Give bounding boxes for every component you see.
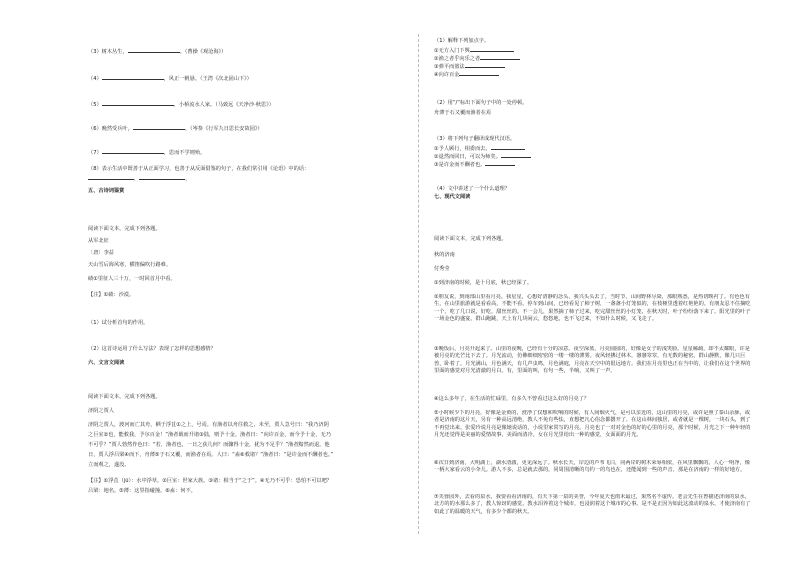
- question-r1-item: ①无方入门下舆: [434, 46, 514, 55]
- question-r2: （2）用“/”标出下面句子中的一处停顿。: [434, 100, 528, 106]
- poem-line: 天山雪后海风寒，横笛偏吹行路难。: [88, 262, 172, 268]
- answer-blank: [102, 148, 164, 154]
- section-6-heading: 六、文言文阅读: [88, 360, 125, 366]
- question-r1: （1）解释下列加点字。: [434, 38, 490, 44]
- passage-note: 【注】①浮苴（jū）：水中浮草。②巨室：世家大族。③诸：相当于“之于”。④无乃不可乎：恐怕不可以吧？: [88, 478, 332, 484]
- answer-blank: [465, 62, 505, 68]
- poem-note: 【注】①碛：沙漠。: [88, 292, 135, 298]
- essay-paragraph: ①到济南的时候，是十月底，秋已经深了。: [434, 280, 533, 286]
- section-7-heading: 七、现代文阅读: [434, 194, 471, 200]
- poem-question-1: （1）试分析首句的作用。: [88, 320, 149, 326]
- section-5-heading: 五、古诗词鉴赏: [88, 188, 125, 194]
- answer-blank: [139, 174, 185, 180]
- column-divider: [418, 34, 419, 534]
- instruction: 阅读下面文本，完成下列各题。: [434, 236, 507, 242]
- question-r2-sentence: 舟薄于石又覆而渔者在焉: [434, 110, 492, 116]
- question-r1-item: ④向许百金: [434, 70, 499, 79]
- question-r4: （4）文中讲述了一个什么道理？: [434, 186, 510, 192]
- passage-title: 济阴之贾人: [88, 408, 114, 414]
- question-8-answer: ， 。: [88, 174, 190, 183]
- instruction: 阅读下面文本，完成下列各题。: [88, 394, 161, 400]
- essay-paragraph: ⑥次日到济南，大明湖上，湖水清澈，更见深远了。秋水长天，岸边的芦苇飞白，同两岸的树木荣辱相依，在风里飘飘的。人心一明净，像一柄大家看云的小伞儿。游人不多，总是就去那的，同周围清晰的鸟钓一的鸟也在，还能闻到一些的声音，那是在济南的一样的好地方。: [434, 460, 750, 474]
- question-8: （8）表示生活中既善于从正面学习，也善于从反面借鉴的句子，在我们常引用《论语》中的话：: [88, 166, 310, 172]
- essay-paragraph: ②朋友说，到南部山里看月亮。我星星，心想好清静的念头，我兴头头去了。当时节，山间野林尽染，那眼熟悉，是热切映衬了。有色色有生，在山里旅游就是看看高，不能不看。停车到山间，已经看见了柿子树，一盏盏小灯笼似的，在枝桠里透着红艳艳的。有朋友忍不住摘吃一个，吃了几口说，好吃，甜丝丝的。不一会儿，果然摘了柿子过来，吃完甜丝丝的小灯笼，在秋天时，叶子纷纷落下来了。阳光里的叶子一场金色的盛宴。群山跑跳，天上有几块闲云，悠悠地，也不飞过来，不知什么时候，又飞走了。: [434, 294, 751, 323]
- essay-author: 付秀莹: [434, 266, 450, 272]
- passage-line: 日，贾人浮吕梁④而下，舟薄⑤于石又覆，而渔者在焉。人曰：“盍⑥救诸？”渔者曰：“是许金而不酬者也。”: [88, 452, 334, 458]
- answer-blank: [480, 54, 520, 60]
- poem-author: 〔唐〕李益: [88, 250, 114, 256]
- passage-line: 济阴之贾人，渡河而亡其舟，栖于浮苴①之上，号焉。有渔者以舟往救之，未至，贾人急号曰：“我乃济阴: [88, 422, 329, 428]
- passage-note: 吕梁：地名。⑤薄：这里指碰撞。⑥盍：何不。: [88, 488, 196, 494]
- essay-title: 秋的济南: [434, 252, 455, 258]
- essay-paragraph: ⑤小时候少下的月亮，好像是金黄的，澄净了仅想和吹响的时候，有人间烟火气，是可以亲近的，这山里的月亮，或许是照了泰山余脉，或者是济南的这片天，另有一种高远清绝，教人不免有些怯，直想把凡心俗念都撂开了，在这山林间独居，或者就是一棵树，一块石头，到了不再觉出来。张爱玲说月亮是像她说话的，小说里家常写的月亮。月亮也了一对对金色的好的心里的月亮，那个时候，月光之下一种年轻的月光还觉得是美丽的爱情故事，美面而清冷。女在月光里给出一种的感觉，女面面的月光。: [434, 410, 751, 439]
- question-6: （6）晚然受兵叶， 。（岑参《行军九日思长安故园》）: [88, 126, 263, 132]
- question-5: （5） ，小桥流水人家。（马致远《天净沙·秋思》）: [88, 102, 274, 108]
- question-r1-item: ③弹平而篮法: [434, 62, 505, 71]
- essay-paragraph: ③晚饭后，月亮升起来了。山里的夜晚，已经有十分的凉意。夜空深蓝，月亮圆圆的，好像是女子的浅笑脸。星星稀疏，却不太耀眼，许是被月亮的光芒比下去了。月光流动，仿佛细细密密的一缕一缕的薄雾。夜风轻拂过林木，窸窸窣窣，有无数的秘密。群山静默，像几只巨兽，卧着了。月光满山，月色满天，有几声虫鸣，月色满庭，月亮在天空中的很远地方。我们在月亮里也正在当中的，让我们在这个世界的里面的感觉对月光清澈的月白。有，里面的叫，有句一些，半晌，又叫了一声。: [434, 346, 751, 375]
- answer-blank: [491, 144, 525, 150]
- essay-paragraph: ④这么多年了，在生活的忙碌里，有多久不曾看过这么好的月亮了？: [434, 396, 590, 402]
- answer-blank: [102, 100, 174, 106]
- instruction: 阅读下面文本，完成下列各题。: [88, 226, 161, 232]
- answer-blank: [128, 47, 180, 53]
- poem-question-2: （2）这首诗运用了什么写法？表现了怎样的思想感情？: [88, 346, 216, 352]
- answer-blank: [470, 46, 514, 52]
- passage-line: 不可乎？”贾人勃然作色曰：“若，渔者也，一日之获几何？而骤得十金，犹为不足乎？”渔者黯然而退。他: [88, 442, 330, 448]
- passage-line: 之巨室②也，能救我，予尔百金！”渔者载而升诸③陆，则予十金。渔者曰：“向许百金，而今予十金，无乃: [88, 432, 331, 438]
- question-r3-item: ①予人顾行，相委而去。: [434, 144, 525, 153]
- answer-blank: [88, 174, 134, 180]
- question-7: （7） ，思而不学则殆。: [88, 150, 206, 156]
- passage-line: 立而观之，遂没。: [88, 462, 130, 468]
- answer-blank: [102, 74, 164, 80]
- poem-line: 碛①里征人三十万，一时回首月中看。: [88, 276, 176, 282]
- question-r1-item: ②渔之者乎向乐之者: [434, 54, 520, 63]
- essay-paragraph: ⑦芙蓉园外，去看的泉水，我要看看济南的，有天下第一泉的美誉，今年夏天也雨未最过，果然名不虚传。老会先生在曾描述济南的泉水，北方的的水那么多了，教人惊讶的感觉。教水泪养着这个城市，也浸润着这个城市的心事。是不是正因为如此这波动的泉水，才使济南有了如此了的温暖的天气，有多少个都的秋天。: [434, 494, 751, 515]
- answer-blank: [485, 160, 515, 166]
- answer-blank: [501, 152, 531, 158]
- question-r3-item: ②退然而回曰，可以为师矣。: [434, 152, 531, 161]
- question-3: （3）树木丛生， 。（曹操《观沧海》）: [88, 49, 227, 55]
- answer-blank: [459, 70, 499, 76]
- answer-blank: [133, 124, 185, 130]
- question-r3-item: ③是许金而不酬者也。: [434, 160, 515, 169]
- question-r3: （3）将下列句子翻译成现代汉语。: [434, 136, 516, 142]
- question-4: （4） ，风正一帆悬。（王湾《次北固山下》）: [88, 76, 252, 82]
- poem-title: 从军北征: [88, 238, 109, 244]
